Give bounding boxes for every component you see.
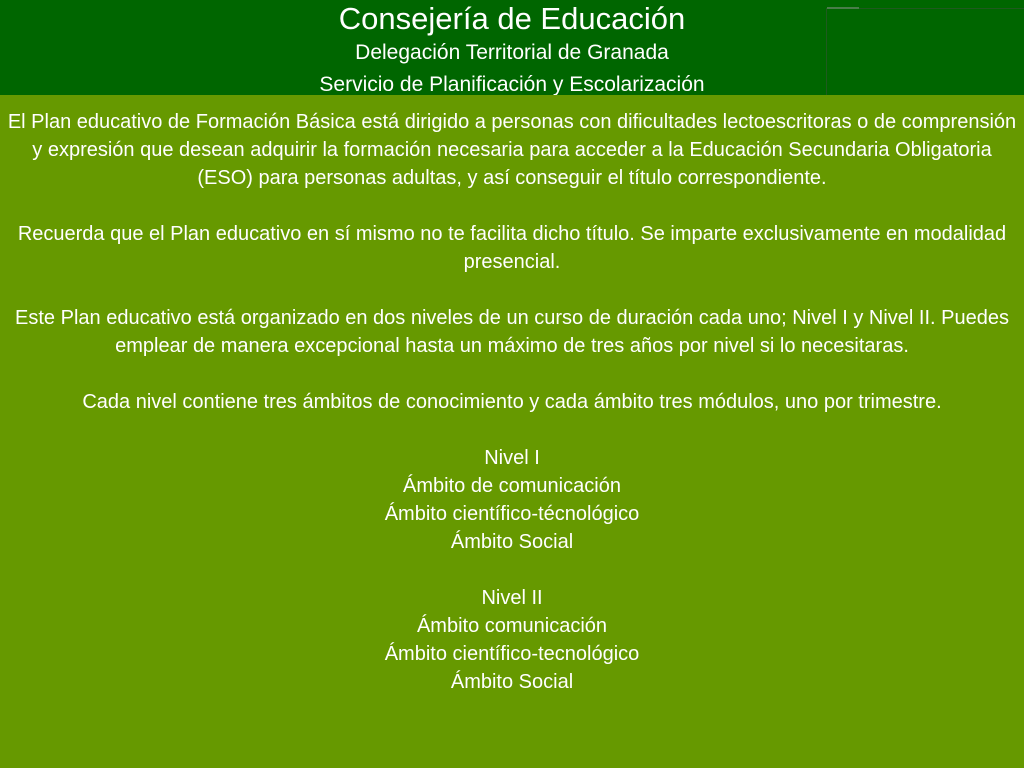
- paragraph-reminder: Recuerda que el Plan educativo en sí mismo no te facilita dicho título. Se imparte exclusivamente en modalidad presencial.: [17, 223, 1007, 273]
- header-banner: [0, 0, 1024, 95]
- nivel-2-heading: Nivel II: [481, 587, 543, 609]
- nivel-1-heading: Nivel I: [484, 447, 540, 469]
- nivel-1-list: [6, 444, 1018, 556]
- nivel-2-list: [6, 584, 1018, 696]
- logo-placeholder: [826, 8, 1024, 95]
- list-item: Ámbito científico-tecnológico: [384, 643, 640, 665]
- header-subtitle-delegation: Delegación Territorial de Granada: [355, 41, 669, 64]
- list-item: Ámbito comunicación: [416, 615, 608, 637]
- list-item: Ámbito Social: [450, 531, 574, 553]
- main-content: [6, 108, 1018, 724]
- page-title: Consejería de Educación: [338, 1, 686, 36]
- header-subtitle-service: Servicio de Planificación y Escolarización: [319, 73, 705, 95]
- paragraph-intro: El Plan educativo de Formación Básica está dirigido a personas con dificultades lectoescritoras o de comprensión y expresión que desean adquirir la formación necesaria para acceder a la Educación Secundaria Obligatoria (ESO) para personas adultas, y así conseguir el título correspondiente.: [7, 111, 1017, 189]
- list-item: Ámbito Social: [450, 671, 574, 693]
- list-item: Ámbito de comunicación: [403, 475, 621, 497]
- paragraph-levels: Cada nivel contiene tres ámbitos de conocimiento y cada ámbito tres módulos, uno por trimestre.: [82, 391, 942, 413]
- list-item: Ámbito científico-técnológico: [384, 503, 640, 525]
- paragraph-organization: Este Plan educativo está organizado en dos niveles de un curso de duración cada uno; Nivel I y Nivel II. Puedes emplear de manera excepcional hasta un máximo de tres años por nivel si lo necesitaras.: [15, 307, 1009, 357]
